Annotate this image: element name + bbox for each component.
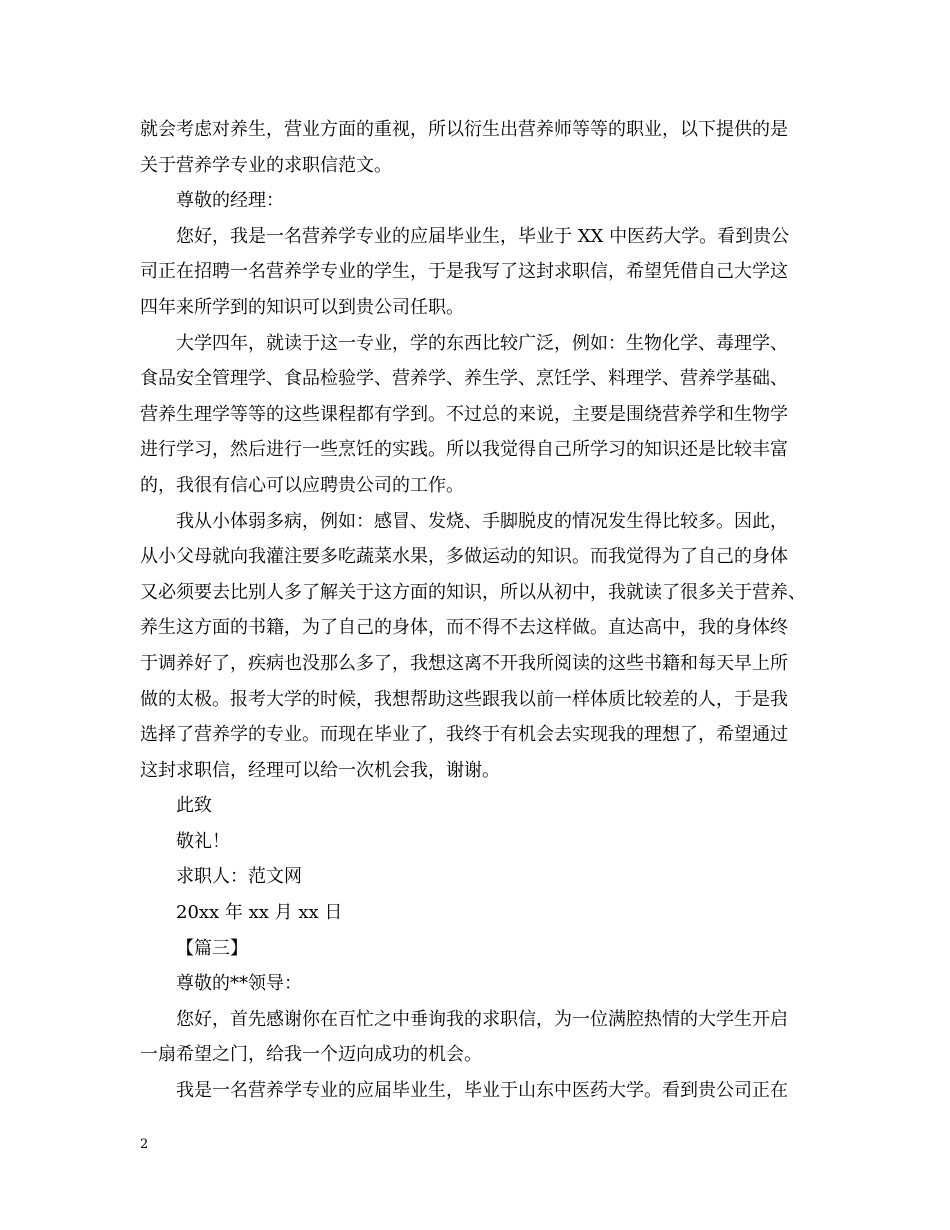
text-line: 四年来所学到的知识可以到贵公司任职。 [140,296,464,318]
text-line: 就会考虑对养生，营业方面的重视，所以衍生出营养师等等的职业，以下提供的是 [140,119,788,140]
page-number: 2 [140,1137,149,1152]
text-line: 做的太极。报考大学的时候，我想帮助这些跟我以前一样体质比较差的人，于是我 [140,688,788,710]
text-line: 我是一名营养学专业的应届毕业生，毕业于山东中医药大学。看到贵公司正在 [176,1080,788,1102]
text-line: 进行学习，然后进行一些烹饪的实践。所以我觉得自己所学习的知识还是比较丰富 [140,439,788,461]
text-line: 养生这方面的书籍，为了自己的身体，而不得不去这样做。直达高中，我的身体终 [140,617,788,639]
text-line: 一扇希望之门，给我一个迈向成功的机会。 [140,1044,482,1066]
text-line: 食品安全管理学、食品检验学、营养学、养生学、烹饪学、料理学、营养学基础、 [140,368,788,390]
text-line: 这封求职信，经理可以给一次机会我，谢谢。 [140,759,500,781]
text-line: 敬礼！ [176,830,230,852]
text-line: 于调养好了，疾病也没那么多了，我想这离不开我所阅读的这些书籍和每天早上所 [140,652,788,674]
text-line: 司正在招聘一名营养学专业的学生，于是我写了这封求职信，希望凭借自己大学这 [140,261,788,283]
text-line: 尊敬的经理： [176,190,284,212]
text-line: 的，我很有信心可以应聘贵公司的工作。 [140,474,464,496]
text-line: 我从小体弱多病，例如：感冒、发烧、手脚脱皮的情况发生得比较多。因此， [176,510,788,532]
text-line: 您好，我是一名营养学专业的应届毕业生，毕业于 XX 中医药大学。看到贵公 [176,225,790,247]
text-line: 关于营养学专业的求职信范文。 [140,154,392,176]
text-line: 从小父母就向我灌注要多吃蔬菜水果，多做运动的知识。而我觉得为了自己的身体 [140,546,788,568]
text-line: 大学四年，就读于这一专业，学的东西比较广泛，例如：生物化学、毒理学、 [176,332,788,354]
document-body [140,112,830,1109]
text-line: 20xx 年 xx 月 xx 日 [176,902,343,924]
text-line: 此致 [176,795,212,817]
text-line: 营养生理学等等的这些课程都有学到。不过总的来说，主要是围绕营养学和生物学 [140,403,788,425]
text-line: 尊敬的**领导： [176,973,302,995]
text-line: 求职人：范文网 [176,866,302,888]
text-line: 又必须要去比别人多了解关于这方面的知识，所以从初中，我就读了很多关于营养、 [140,581,806,603]
text-line: 您好，首先感谢你在百忙之中垂询我的求职信，为一位满腔热情的大学生开启 [176,1008,788,1030]
text-line: 【篇三】 [176,937,248,959]
text-line: 选择了营养学的专业。而现在毕业了，我终于有机会去实现我的理想了，希望通过 [140,724,788,746]
